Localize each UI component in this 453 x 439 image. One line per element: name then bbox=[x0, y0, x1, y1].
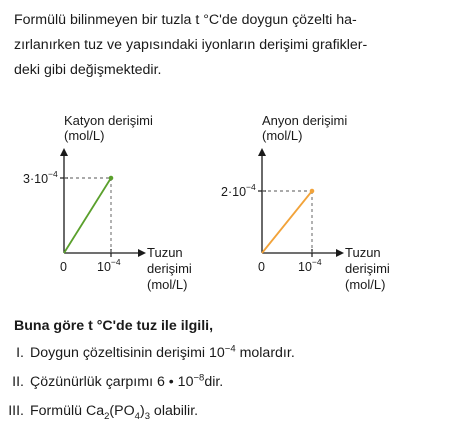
statement-3-number: III. bbox=[8, 403, 24, 419]
anion-y-tick-label: $2\cdot 10^{-4}$ bbox=[221, 182, 256, 199]
cation-xlabel-line1: Tuzun bbox=[147, 245, 183, 260]
cation-ylabel-line1: Katyon derişimi bbox=[64, 113, 153, 128]
anion-xlabel-line1: Tuzun bbox=[345, 245, 381, 260]
statement-1: I. Doygun çözeltisinin derişimi $10^{-4}$ molardır. bbox=[2, 345, 295, 361]
cation-chart bbox=[23, 113, 192, 292]
anion-data-line bbox=[262, 191, 312, 253]
anion-data-point bbox=[310, 189, 315, 194]
intro-line-1: Formülü bilinmeyen bir tuzla t °C'de doygun çözelti ha- bbox=[14, 12, 357, 28]
statement-2: II. Çözünürlük çarpımı 6 • $10^{-8}dir$. bbox=[2, 374, 223, 390]
cation-origin-label: 0 bbox=[60, 260, 67, 274]
cation-xlabel-line3: (mol/L) bbox=[147, 277, 188, 292]
cation-y-tick-label: $3\cdot 10^{-4}$ bbox=[23, 169, 58, 186]
anion-x-tick-label: $10^{-4}$ bbox=[298, 257, 322, 274]
cation-x-tick-label: $10^{-4}$ bbox=[97, 257, 121, 274]
cation-ylabel-line2: (mol/L) bbox=[64, 128, 105, 143]
statement-1-number: I. bbox=[16, 345, 24, 361]
statement-3: III. Formülü $Ca_2(PO_4)_3$ olabilir. bbox=[2, 403, 198, 419]
anion-chart bbox=[221, 113, 390, 292]
cation-data-line bbox=[64, 178, 111, 253]
anion-ylabel-line2: (mol/L) bbox=[262, 128, 303, 143]
question-title: Buna göre t °C'de tuz ile ilgili, bbox=[14, 318, 214, 334]
cation-xlabel-line2: derişimi bbox=[147, 261, 192, 276]
intro-line-3: deki gibi değişmektedir. bbox=[14, 62, 162, 78]
anion-xlabel-line2: derişimi bbox=[345, 261, 390, 276]
statement-2-number: II. bbox=[12, 374, 24, 390]
intro-line-2: zırlanırken tuz ve yapısındaki iyonların derişimi grafikler- bbox=[14, 37, 368, 53]
cation-data-point bbox=[109, 176, 114, 181]
anion-ylabel-line1: Anyon derişimi bbox=[262, 113, 348, 128]
anion-origin-label: 0 bbox=[258, 260, 265, 274]
anion-xlabel-line3: (mol/L) bbox=[345, 277, 386, 292]
